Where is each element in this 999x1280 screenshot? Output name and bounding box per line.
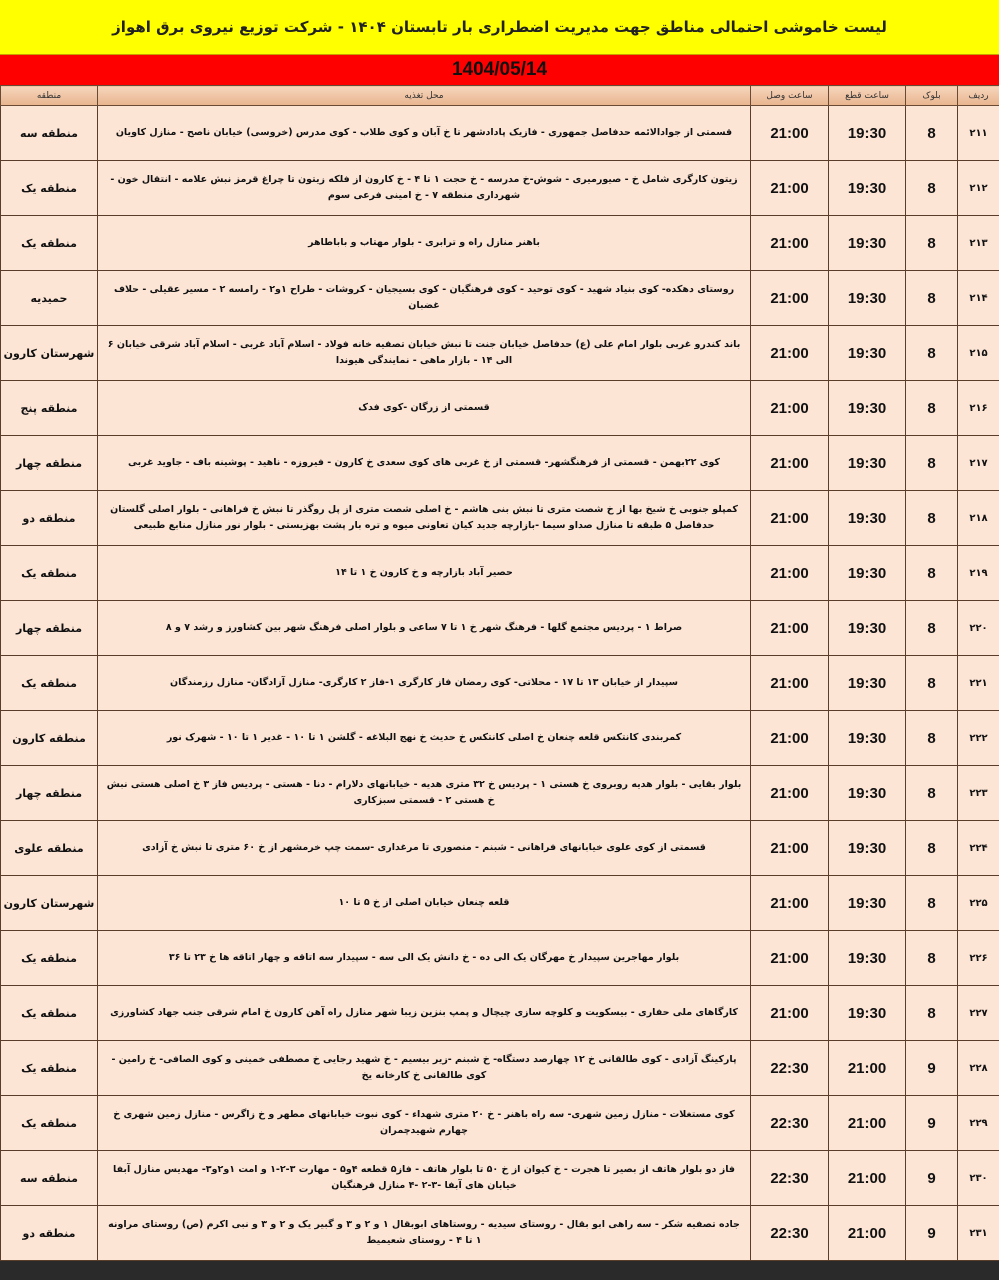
row-number: ۲۲۶: [958, 931, 999, 986]
table-row: [1, 656, 999, 711]
row-number: ۲۲۸: [958, 1041, 999, 1096]
page-title: لیست خاموشی احتمالی مناطق جهت مدیریت اضطراری بار تابستان ۱۴۰۴ - شرکت توزیع نیروی برق اهواز: [0, 0, 999, 55]
location-cell: کمپلو جنوبی خ شیخ بها از خ شصت متری تا نبش بنی هاشم - خ اصلی شصت متری از پل روگذر تا نبش خ فراهانی - بلوار اصلی گلستان حدفاصل ۵ طبقه تا منازل صداو سیما -بازارچه جدید کیان تعاونی میوه و تره بار پشت بهزیستی - بلوار نور منازل منابع طبیعی: [98, 491, 751, 546]
off-time-cell: 21:00: [829, 1041, 906, 1096]
region-cell: منطقه چهار: [1, 436, 98, 491]
location-cell: فاز دو بلوار هاتف از بصیر تا هجرت - خ کیوان از خ ۵۰ تا بلوار هاتف - فاز۵ قطعه ۴و۵ - مهارت ۳-۲-۱ و امت ۱و۲و۳- مهدیس منازل آبفا خیابان های آبفا -۳-۲ -۴ منازل فرهنگیان: [98, 1151, 751, 1206]
off-time-cell: 19:30: [829, 546, 906, 601]
on-time-cell: 21:00: [751, 216, 829, 271]
region-cell: منطقه دو: [1, 1206, 98, 1261]
off-time-cell: 21:00: [829, 1151, 906, 1206]
region-cell: منطقه سه: [1, 106, 98, 161]
table-row: [1, 601, 999, 656]
location-cell: قسمتی از جوادالائمه حدفاصل جمهوری - فازیک پادادشهر تا خ آبان و کوی طلاب - کوی مدرس (خروسی) خیابان ناصح - منازل کاویان: [98, 106, 751, 161]
date-banner: 1404/05/14: [0, 55, 999, 85]
off-time-cell: 19:30: [829, 656, 906, 711]
off-time-cell: 19:30: [829, 106, 906, 161]
row-number: ۲۲۰: [958, 601, 999, 656]
region-cell: شهرستان کارون: [1, 876, 98, 931]
region-cell: منطقه یک: [1, 1096, 98, 1151]
location-cell: بلوار مهاجرین سپیدار خ مهرگان یک الی ده - خ دانش یک الی سه - سپیدار سه اتاقه و چهار اتاقه ها خ ۲۳ تا ۳۶: [98, 931, 751, 986]
region-cell: حمیدیه: [1, 271, 98, 326]
off-time-cell: 19:30: [829, 986, 906, 1041]
table-row: [1, 546, 999, 601]
outage-table: [0, 85, 999, 1261]
row-number: ۲۳۱: [958, 1206, 999, 1261]
on-time-cell: 21:00: [751, 601, 829, 656]
off-time-cell: 19:30: [829, 491, 906, 546]
region-cell: منطقه یک: [1, 986, 98, 1041]
region-cell: منطقه یک: [1, 1041, 98, 1096]
region-cell: منطقه چهار: [1, 766, 98, 821]
on-time-cell: 21:00: [751, 326, 829, 381]
row-number: ۲۱۶: [958, 381, 999, 436]
on-time-cell: 21:00: [751, 656, 829, 711]
row-number: ۲۲۷: [958, 986, 999, 1041]
table-row: [1, 931, 999, 986]
row-number: ۲۳۰: [958, 1151, 999, 1206]
region-cell: منطقه دو: [1, 491, 98, 546]
location-cell: سپیدار از خیابان ۱۳ تا ۱۷ - محلاتی- کوی رمضان فاز کارگری ۱-فاز ۲ کارگری- منازل آزادگان- منازل رزمندگان: [98, 656, 751, 711]
on-time-cell: 21:00: [751, 766, 829, 821]
header-block: بلوک: [906, 86, 958, 106]
region-cell: منطقه یک: [1, 161, 98, 216]
table-row: [1, 876, 999, 931]
header-region: منطقه: [1, 86, 98, 106]
block-cell: 8: [906, 216, 958, 271]
block-cell: 8: [906, 711, 958, 766]
row-number: ۲۱۱: [958, 106, 999, 161]
block-cell: 8: [906, 381, 958, 436]
region-cell: منطقه کارون: [1, 711, 98, 766]
row-number: ۲۱۵: [958, 326, 999, 381]
block-cell: 8: [906, 656, 958, 711]
row-number: ۲۱۲: [958, 161, 999, 216]
block-cell: 8: [906, 161, 958, 216]
table-row: [1, 436, 999, 491]
block-cell: 8: [906, 491, 958, 546]
row-number: ۲۲۲: [958, 711, 999, 766]
on-time-cell: 22:30: [751, 1096, 829, 1151]
row-number: ۲۱۳: [958, 216, 999, 271]
on-time-cell: 21:00: [751, 876, 829, 931]
row-number: ۲۲۱: [958, 656, 999, 711]
on-time-cell: 21:00: [751, 821, 829, 876]
block-cell: 8: [906, 271, 958, 326]
block-cell: 8: [906, 986, 958, 1041]
off-time-cell: 19:30: [829, 326, 906, 381]
header-on-time: ساعت وصل: [751, 86, 829, 106]
on-time-cell: 22:30: [751, 1151, 829, 1206]
on-time-cell: 21:00: [751, 381, 829, 436]
on-time-cell: 22:30: [751, 1206, 829, 1261]
table-row: [1, 1096, 999, 1151]
on-time-cell: 21:00: [751, 711, 829, 766]
off-time-cell: 19:30: [829, 601, 906, 656]
header-row-number: ردیف: [958, 86, 999, 106]
off-time-cell: 21:00: [829, 1206, 906, 1261]
region-cell: منطقه یک: [1, 931, 98, 986]
location-cell: کارگاهای ملی حفاری - بیسکویت و کلوچه سازی چیچال و پمپ بنزین زیبا شهر منازل راه آهن کارون خ امام شرقی جنب جهاد کشاورزی: [98, 986, 751, 1041]
on-time-cell: 21:00: [751, 931, 829, 986]
row-number: ۲۱۷: [958, 436, 999, 491]
header-location: محل تغذیه: [98, 86, 751, 106]
region-cell: منطقه یک: [1, 216, 98, 271]
on-time-cell: 21:00: [751, 106, 829, 161]
block-cell: 8: [906, 931, 958, 986]
block-cell: 8: [906, 326, 958, 381]
row-number: ۲۱۹: [958, 546, 999, 601]
table-row: [1, 381, 999, 436]
row-number: ۲۲۹: [958, 1096, 999, 1151]
block-cell: 8: [906, 601, 958, 656]
region-cell: منطقه پنج: [1, 381, 98, 436]
table-row: [1, 161, 999, 216]
off-time-cell: 19:30: [829, 711, 906, 766]
region-cell: منطقه چهار: [1, 601, 98, 656]
table-row: [1, 216, 999, 271]
on-time-cell: 21:00: [751, 436, 829, 491]
off-time-cell: 19:30: [829, 381, 906, 436]
location-cell: صراط ۱ - پردیس مجتمع گلها - فرهنگ شهر خ ۱ تا ۷ ساعی و بلوار اصلی فرهنگ شهر بین کشاورز و رشد ۷ و ۸: [98, 601, 751, 656]
block-cell: 8: [906, 766, 958, 821]
block-cell: 8: [906, 436, 958, 491]
row-number: ۲۱۸: [958, 491, 999, 546]
off-time-cell: 19:30: [829, 876, 906, 931]
row-number: ۲۲۳: [958, 766, 999, 821]
row-number: ۲۱۴: [958, 271, 999, 326]
table-row: [1, 766, 999, 821]
location-cell: حصیر آباد بازارچه و خ کارون خ ۱ تا ۱۴: [98, 546, 751, 601]
table-row: [1, 271, 999, 326]
location-cell: قلعه چنعان خیابان اصلی از خ ۵ تا ۱۰: [98, 876, 751, 931]
location-cell: باهنر منازل راه و ترابری - بلوار مهتاب و باباطاهر: [98, 216, 751, 271]
off-time-cell: 19:30: [829, 216, 906, 271]
table-row: [1, 1041, 999, 1096]
off-time-cell: 19:30: [829, 821, 906, 876]
region-cell: منطقه یک: [1, 546, 98, 601]
off-time-cell: 21:00: [829, 1096, 906, 1151]
location-cell: کمربندی کانتکس قلعه چنعان خ اصلی کانتکس خ حدیث خ نهج البلاغه - گلشن ۱ تا ۱۰ - غدیر ۱ تا ۱۰ - شهرک نور: [98, 711, 751, 766]
block-cell: 9: [906, 1096, 958, 1151]
header-off-time: ساعت قطع: [829, 86, 906, 106]
on-time-cell: 22:30: [751, 1041, 829, 1096]
table-row: [1, 1206, 999, 1261]
off-time-cell: 19:30: [829, 931, 906, 986]
off-time-cell: 19:30: [829, 161, 906, 216]
location-cell: کوی مستغلات - منازل زمین شهری- سه راه باهنر - خ ۲۰ متری شهداء - کوی نبوت خیابانهای مطهر و خ زاگرس - منازل زمین شهری خ چهارم شهیدچمران: [98, 1096, 751, 1151]
location-cell: زیتون کارگری شامل خ - صیورمیری - شوش-خ مدرسه - خ حجت ۱ تا ۴ - خ کارون از فلکه زیتون تا چراغ قرمز نبش علامه - انتقال خون - شهرداری منطقه ۷ - خ امینی فرعی سوم: [98, 161, 751, 216]
on-time-cell: 21:00: [751, 491, 829, 546]
table-row: [1, 326, 999, 381]
table-row: [1, 821, 999, 876]
location-cell: باند کندرو غربی بلوار امام علی (ع) حدفاصل خیابان جنت تا نبش خیابان تصفیه خانه فولاد - اسلام آباد غربی - اسلام آباد شرقی خیابان ۶ الی ۱۴ - بازار ماهی - نمایندگی هیوندا: [98, 326, 751, 381]
region-cell: منطقه علوی: [1, 821, 98, 876]
table-row: [1, 711, 999, 766]
on-time-cell: 21:00: [751, 986, 829, 1041]
block-cell: 8: [906, 876, 958, 931]
location-cell: بلوار بقایی - بلوار هدیه روبروی خ هستی ۱ - پردیس خ ۳۲ متری هدیه - خیابانهای دلارام - دنا - هستی - پردیس فاز ۳ خ اصلی هستی نبش خ هستی ۲ - قسمتی سبزکاری: [98, 766, 751, 821]
table-header-row: [1, 86, 999, 106]
block-cell: 9: [906, 1151, 958, 1206]
row-number: ۲۲۵: [958, 876, 999, 931]
off-time-cell: 19:30: [829, 271, 906, 326]
on-time-cell: 21:00: [751, 271, 829, 326]
table-row: [1, 491, 999, 546]
location-cell: جاده تصفیه شکر - سه راهی ابو بقال - روستای سیدیه - روستاهای ابوبقال ۱ و ۲ و ۳ و گبیر یک و ۲ و ۳ و نبی اکرم (ص) روستای مراونه ۱ تا ۴ - روستای شعیمیط: [98, 1206, 751, 1261]
on-time-cell: 21:00: [751, 161, 829, 216]
table-row: [1, 986, 999, 1041]
row-number: ۲۲۴: [958, 821, 999, 876]
location-cell: کوی ۲۲بهمن - قسمتی از فرهنگشهر- قسمتی از خ غربی های کوی سعدی خ کارون - فیروزه - ناهید - پوشینه باف - جاوید غربی: [98, 436, 751, 491]
table-row: [1, 1151, 999, 1206]
region-cell: شهرستان کارون: [1, 326, 98, 381]
block-cell: 8: [906, 546, 958, 601]
block-cell: 8: [906, 106, 958, 161]
block-cell: 9: [906, 1041, 958, 1096]
block-cell: 8: [906, 821, 958, 876]
block-cell: 9: [906, 1206, 958, 1261]
region-cell: منطقه یک: [1, 656, 98, 711]
location-cell: قسمتی از کوی علوی خیابانهای فراهانی - شبنم - منصوری تا مرغداری -سمت چپ خرمشهر از خ ۶۰ متری تا نبش خ آزادی: [98, 821, 751, 876]
region-cell: منطقه سه: [1, 1151, 98, 1206]
off-time-cell: 19:30: [829, 766, 906, 821]
location-cell: قسمتی از زرگان -کوی فدک: [98, 381, 751, 436]
location-cell: روستای دهکده- کوی بنیاد شهید - کوی توحید - کوی فرهنگیان - کوی بسیجیان - کروشات - طراح ۱و۲ - رامسه ۲ - مسیر عقیلی - حلاف غضبان: [98, 271, 751, 326]
off-time-cell: 19:30: [829, 436, 906, 491]
location-cell: پارکینگ آزادی - کوی طالقانی خ ۱۲ چهارصد دستگاه- خ شبنم -زیر بیسیم - خ شهید رجایی خ مصطفی خمینی و کوی الصافی- خ رامین - کوی طالقانی خ کارخانه یخ: [98, 1041, 751, 1096]
on-time-cell: 21:00: [751, 546, 829, 601]
table-row: [1, 106, 999, 161]
